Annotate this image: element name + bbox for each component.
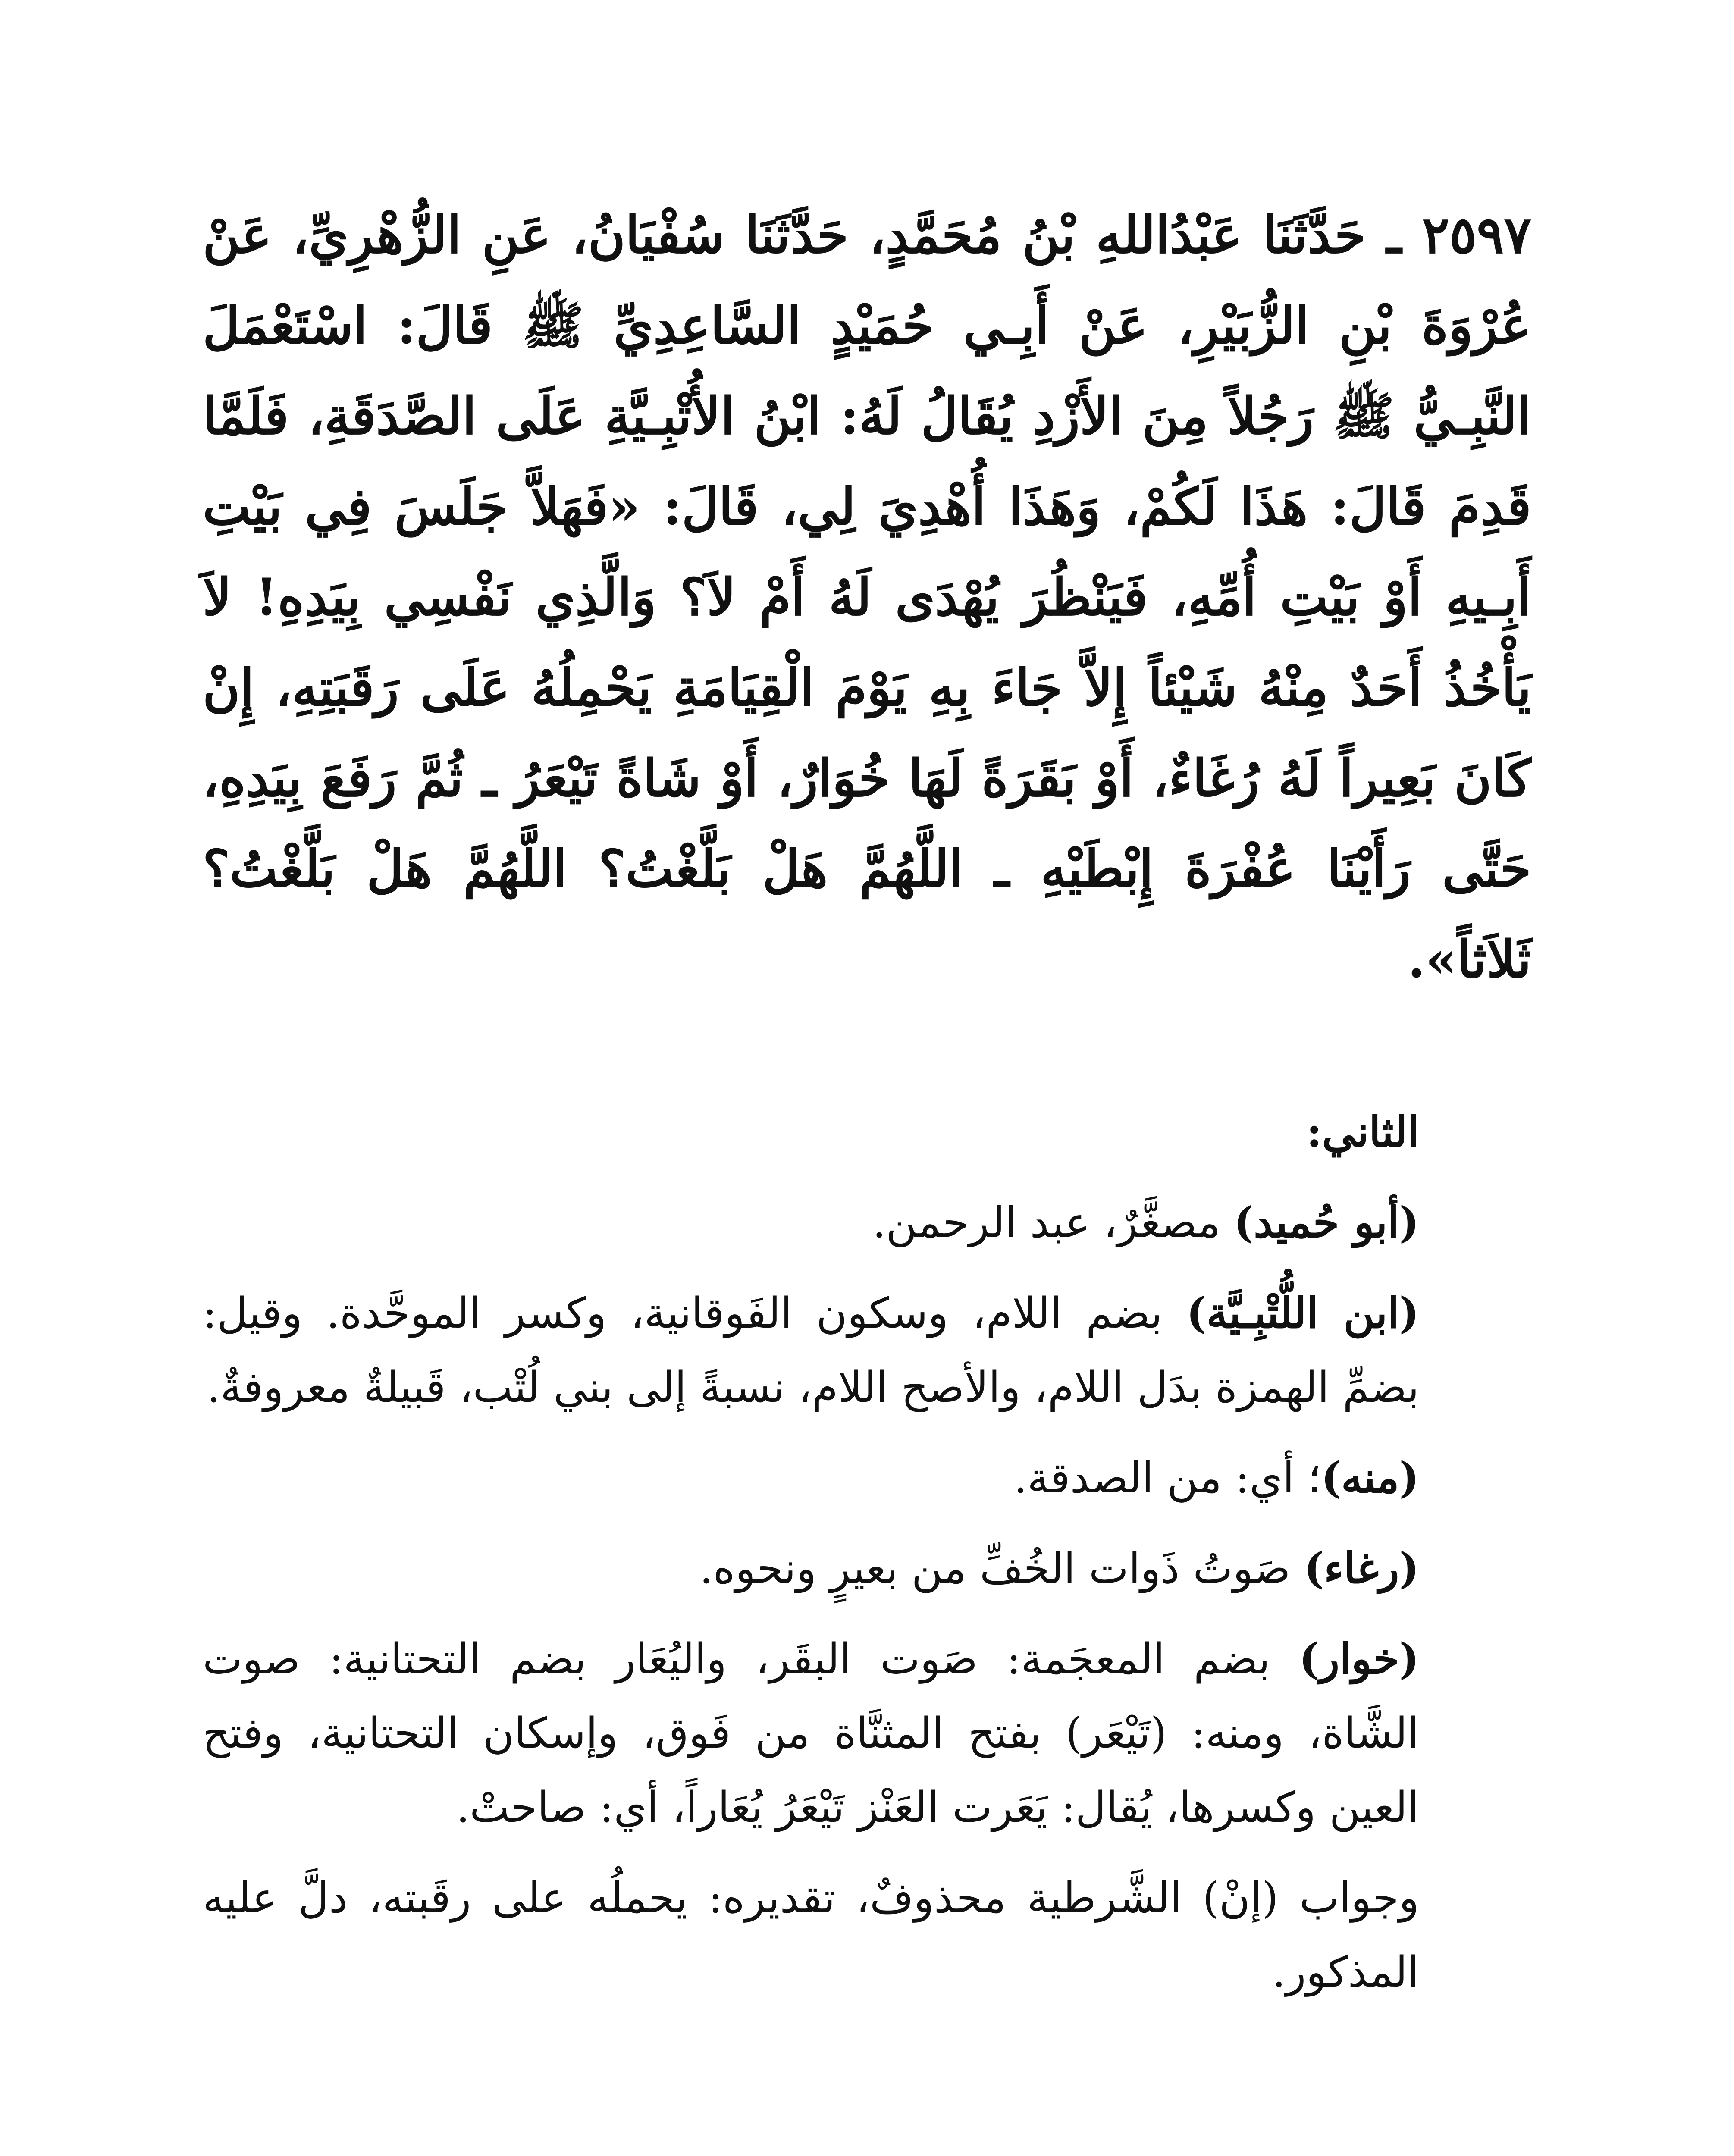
commentary-text: مصغَّرٌ، عبد الرحمن. (872, 1198, 1234, 1247)
commentary-term: (رغاء) (1304, 1544, 1419, 1593)
commentary-term: (خوار) (1299, 1634, 1419, 1684)
hadith-paragraph (203, 190, 1531, 1005)
commentary-item (203, 1186, 1531, 1260)
hadith-number: ٢٥٩٧ (1422, 205, 1531, 265)
commentary-text: ؛ أي: من الصدقة. (1013, 1454, 1321, 1503)
hadith-text: ـ حَدَّثَنَا عَبْدُاللهِ بْنُ مُحَمَّدٍ، حَدَّثَنَا سُفْيَانُ، عَنِ الزُّهْرِيِّ، عَنْ عُرْوَةَ بْنِ الزُّبَيْرِ، عَنْ أَبِـي حُمَيْدٍ السَّاعِدِيِّ ﷺ قَالَ: اسْتَعْمَلَ النَّبِـيُّ ﷺ رَجُلاً مِنَ الأَزْدِ يُقَالُ لَهُ: ابْنُ الأُتْبِـيَّةِ عَلَى الصَّدَقَةِ، فَلَمَّا قَدِمَ قَالَ: هَذَا لَكُمْ، وَهَذَا أُهْدِيَ لِي، قَالَ: «فَهَلاَّ جَلَسَ فِي بَيْتِ أَبِـيهِ أَوْ بَيْتِ أُمِّهِ، فَيَنْظُرَ يُهْدَى لَهُ أَمْ لاَ؟ وَالَّذِي نَفْسِي بِيَدِهِ! لاَ يَأْخُذُ أَحَدٌ مِنْهُ شَيْئاً إِلاَّ جَاءَ بِهِ يَوْمَ الْقِيَامَةِ يَحْمِلُهُ عَلَى رَقَبَتِهِ، إِنْ كَانَ بَعِيراً لَهُ رُغَاءٌ، أَوْ بَقَرَةً لَهَا خُوَارٌ، أَوْ شَاةً تَيْعَرُ ـ ثُمَّ رَفَعَ بِيَدِهِ، حَتَّى رَأَيْنَا عُفْرَةَ إِبْطَيْهِ ـ اللَّهُمَّ هَلْ بَلَّغْتُ؟ اللَّهُمَّ هَلْ بَلَّغْتُ؟ ثَلاَثاً». (203, 205, 1531, 989)
commentary-closing: وجواب (إنْ) الشَّرطية محذوفٌ، تقديره: يحملُه على رقَبته، دلَّ عليه المذكور. (203, 1874, 1419, 1997)
commentary-text: بضم المعجَمة: صَوت البقَر، واليُعَار بضم التحتانية: صوت الشَّاة، ومنه: (تَيْعَر) بفتح المثنَّاة من فَوق، وإسكان التحتانية، وفتح العين وكسرها، يُقال: يَعَرت العَنْز تَيْعَرُ يُعَاراً، أي: صاحتْ. (203, 1635, 1419, 1832)
commentary-text: صَوتُ ذَوات الخُفِّ من بعيرٍ ونحوه. (699, 1544, 1304, 1593)
hadith-block (203, 190, 1531, 1005)
commentary-item (203, 1622, 1531, 1845)
commentary-term: (أبو حُميد) (1233, 1198, 1419, 1247)
commentary-text: بضم اللام، وسكون الفَوقانية، وكسر الموحَّدة. وقيل: بضمِّ الهمزة بدَل اللام، والأصح اللام، نسبةً إلى بني لُتْب، قَبيلةٌ معروفةٌ. (203, 1289, 1419, 1412)
commentary-item (203, 1276, 1531, 1425)
commentary-term: (منه) (1321, 1453, 1419, 1503)
commentary-item (203, 1441, 1531, 1515)
commentary-heading: الثاني: (1306, 1107, 1419, 1157)
commentary-term: (ابن اللُّتْبِـيَّة) (1186, 1288, 1419, 1338)
commentary-item (203, 1532, 1531, 1606)
commentary-block (203, 1095, 1531, 2009)
